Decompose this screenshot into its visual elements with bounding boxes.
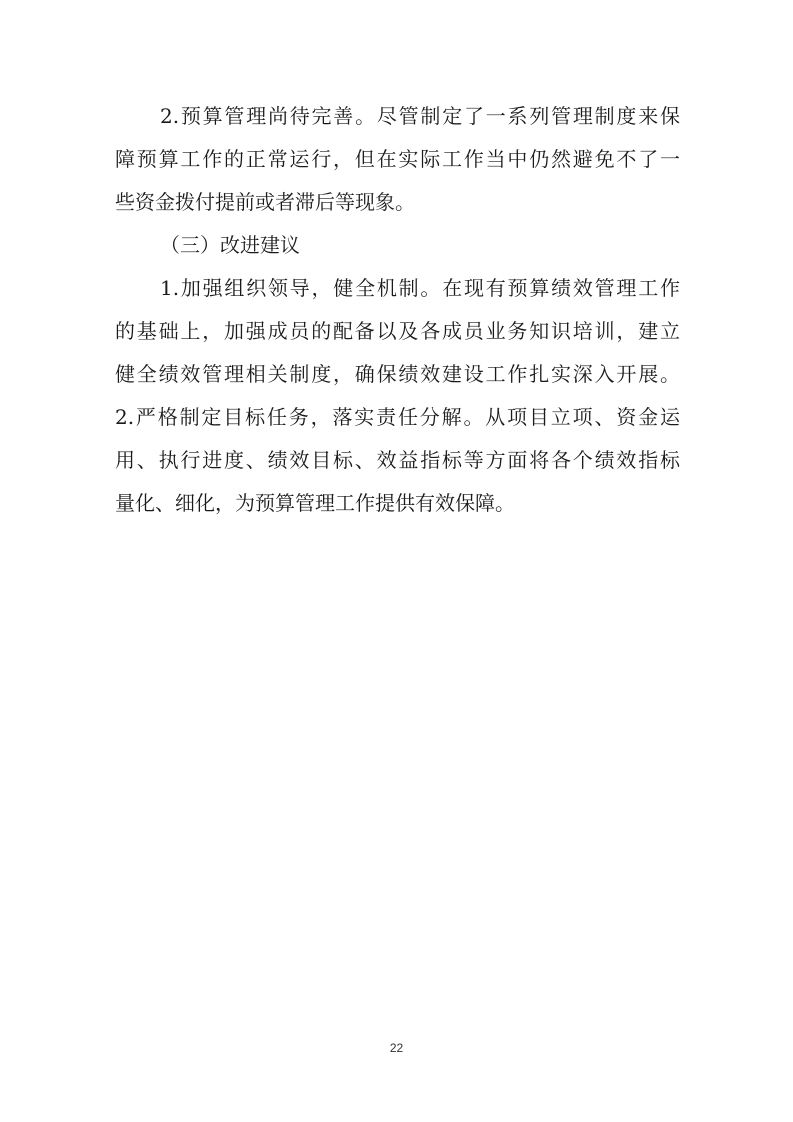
paragraph-line: 的基础上，加强成员的配备以及各成员业务知识培训，建立 [115, 319, 680, 343]
paragraph-line: 用、执行进度、绩效目标、效益指标等方面将各个绩效指标 [115, 448, 680, 472]
paragraph-line: 障预算工作的正常运行，但在实际工作当中仍然避免不了一 [115, 147, 680, 171]
paragraph-line: 2.预算管理尚待完善。尽管制定了一系列管理制度来保 [160, 104, 680, 128]
paragraph-line: 健全绩效管理相关制度，确保绩效建设工作扎实深入开展。 [115, 362, 680, 386]
paragraph-line: 2.严格制定目标任务，落实责任分解。从项目立项、资金运 [115, 405, 680, 429]
paragraph-line: 些资金拨付提前或者滞后等现象。 [115, 190, 415, 214]
section-heading: （三）改进建议 [160, 233, 300, 257]
paragraph-line: 量化、细化，为预算管理工作提供有效保障。 [115, 491, 515, 515]
paragraph-line: 1.加强组织领导，健全机制。在现有预算绩效管理工作 [160, 276, 680, 300]
page-number: 22 [389, 1041, 404, 1055]
